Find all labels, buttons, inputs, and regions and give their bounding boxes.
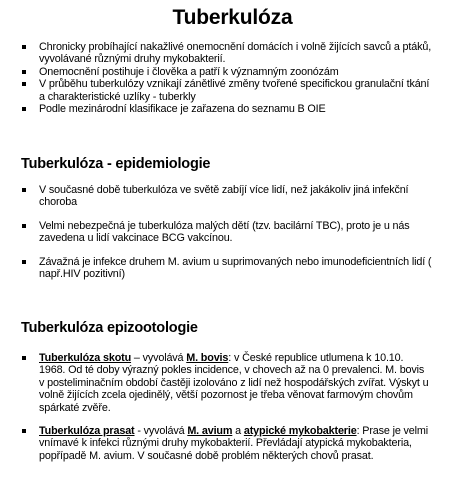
list-item: Onemocnění postihuje i člověka a patří k významným zoonózám	[22, 66, 432, 78]
epizootology-bullet-list	[22, 352, 432, 462]
list-item: Podle mezinárodní klasifikace je zařazena do seznamu B OIE	[22, 103, 432, 115]
agent-atypical-mycobacteria: atypické mykobakterie	[243, 425, 357, 438]
term-pig-tb: Tuberkulóza prasat	[39, 425, 135, 438]
list-item: V současné době tuberkulóza ve světě zabíjí více lidí, než jakákoliv jiná infekční choroba	[22, 184, 432, 209]
item-text: : v České republice utlumena k 10.10. 1968. Od té doby výrazný pokles incidence, v chovech až na 0 prevalenci. M. bovis v posteliminačním období častěji izolováno z lidí než hospodářských zvířat. Výskyt u volně žijících zcela ojedinělý, větší pozornost je třeba věnovat farmovým chovům spárkaté zvěře.	[39, 352, 429, 414]
agent-m-avium: M. avium	[187, 425, 233, 438]
item-text: – vyvolává	[131, 352, 187, 364]
section-title-epidemiology: Tuberkulóza - epidemiologie	[21, 156, 211, 172]
list-item: Závažná je infekce druhem M. avium u suprimovaných nebo imunodeficientních lidí ( např.HIV pozitivní)	[22, 256, 432, 281]
page-title: Tuberkulóza	[172, 6, 293, 29]
list-item-pig-tb	[22, 425, 432, 462]
item-text: - vyvolává	[134, 425, 188, 438]
list-item: V průběhu tuberkulózy vznikají zánětlivé změny tvořené specifickou granulační tkání a charakteristické uzlíky - tuberkly	[22, 78, 432, 103]
term-cattle-tb: Tuberkulóza skotu	[39, 352, 132, 364]
item-text: : Prase je velmi vnímavé k infekci různými druhy mykobakterií. Převládají atypická mykobakteria, popřípadě M. avium. V současné době problém některých chovů prasat.	[39, 425, 428, 462]
epidemiology-bullet-list	[22, 184, 432, 280]
list-item-cattle-tb	[22, 352, 432, 414]
list-item: Chronicky probíhající nakažlivé onemocnění domácích i volně žijících savců a ptáků, vyvolávané různými druhy mykobakterií.	[22, 41, 432, 66]
list-item: Velmi nebezpečná je tuberkulóza malých dětí (tzv. bacilární TBC), proto je u nás zavedena u lidí vakcinace BCG vakcínou.	[22, 220, 432, 245]
intro-bullet-list	[22, 41, 432, 115]
agent-m-bovis: M. bovis	[186, 352, 229, 364]
item-text: a	[232, 425, 244, 438]
section-title-epizootology: Tuberkulóza epizootologie	[21, 320, 198, 336]
